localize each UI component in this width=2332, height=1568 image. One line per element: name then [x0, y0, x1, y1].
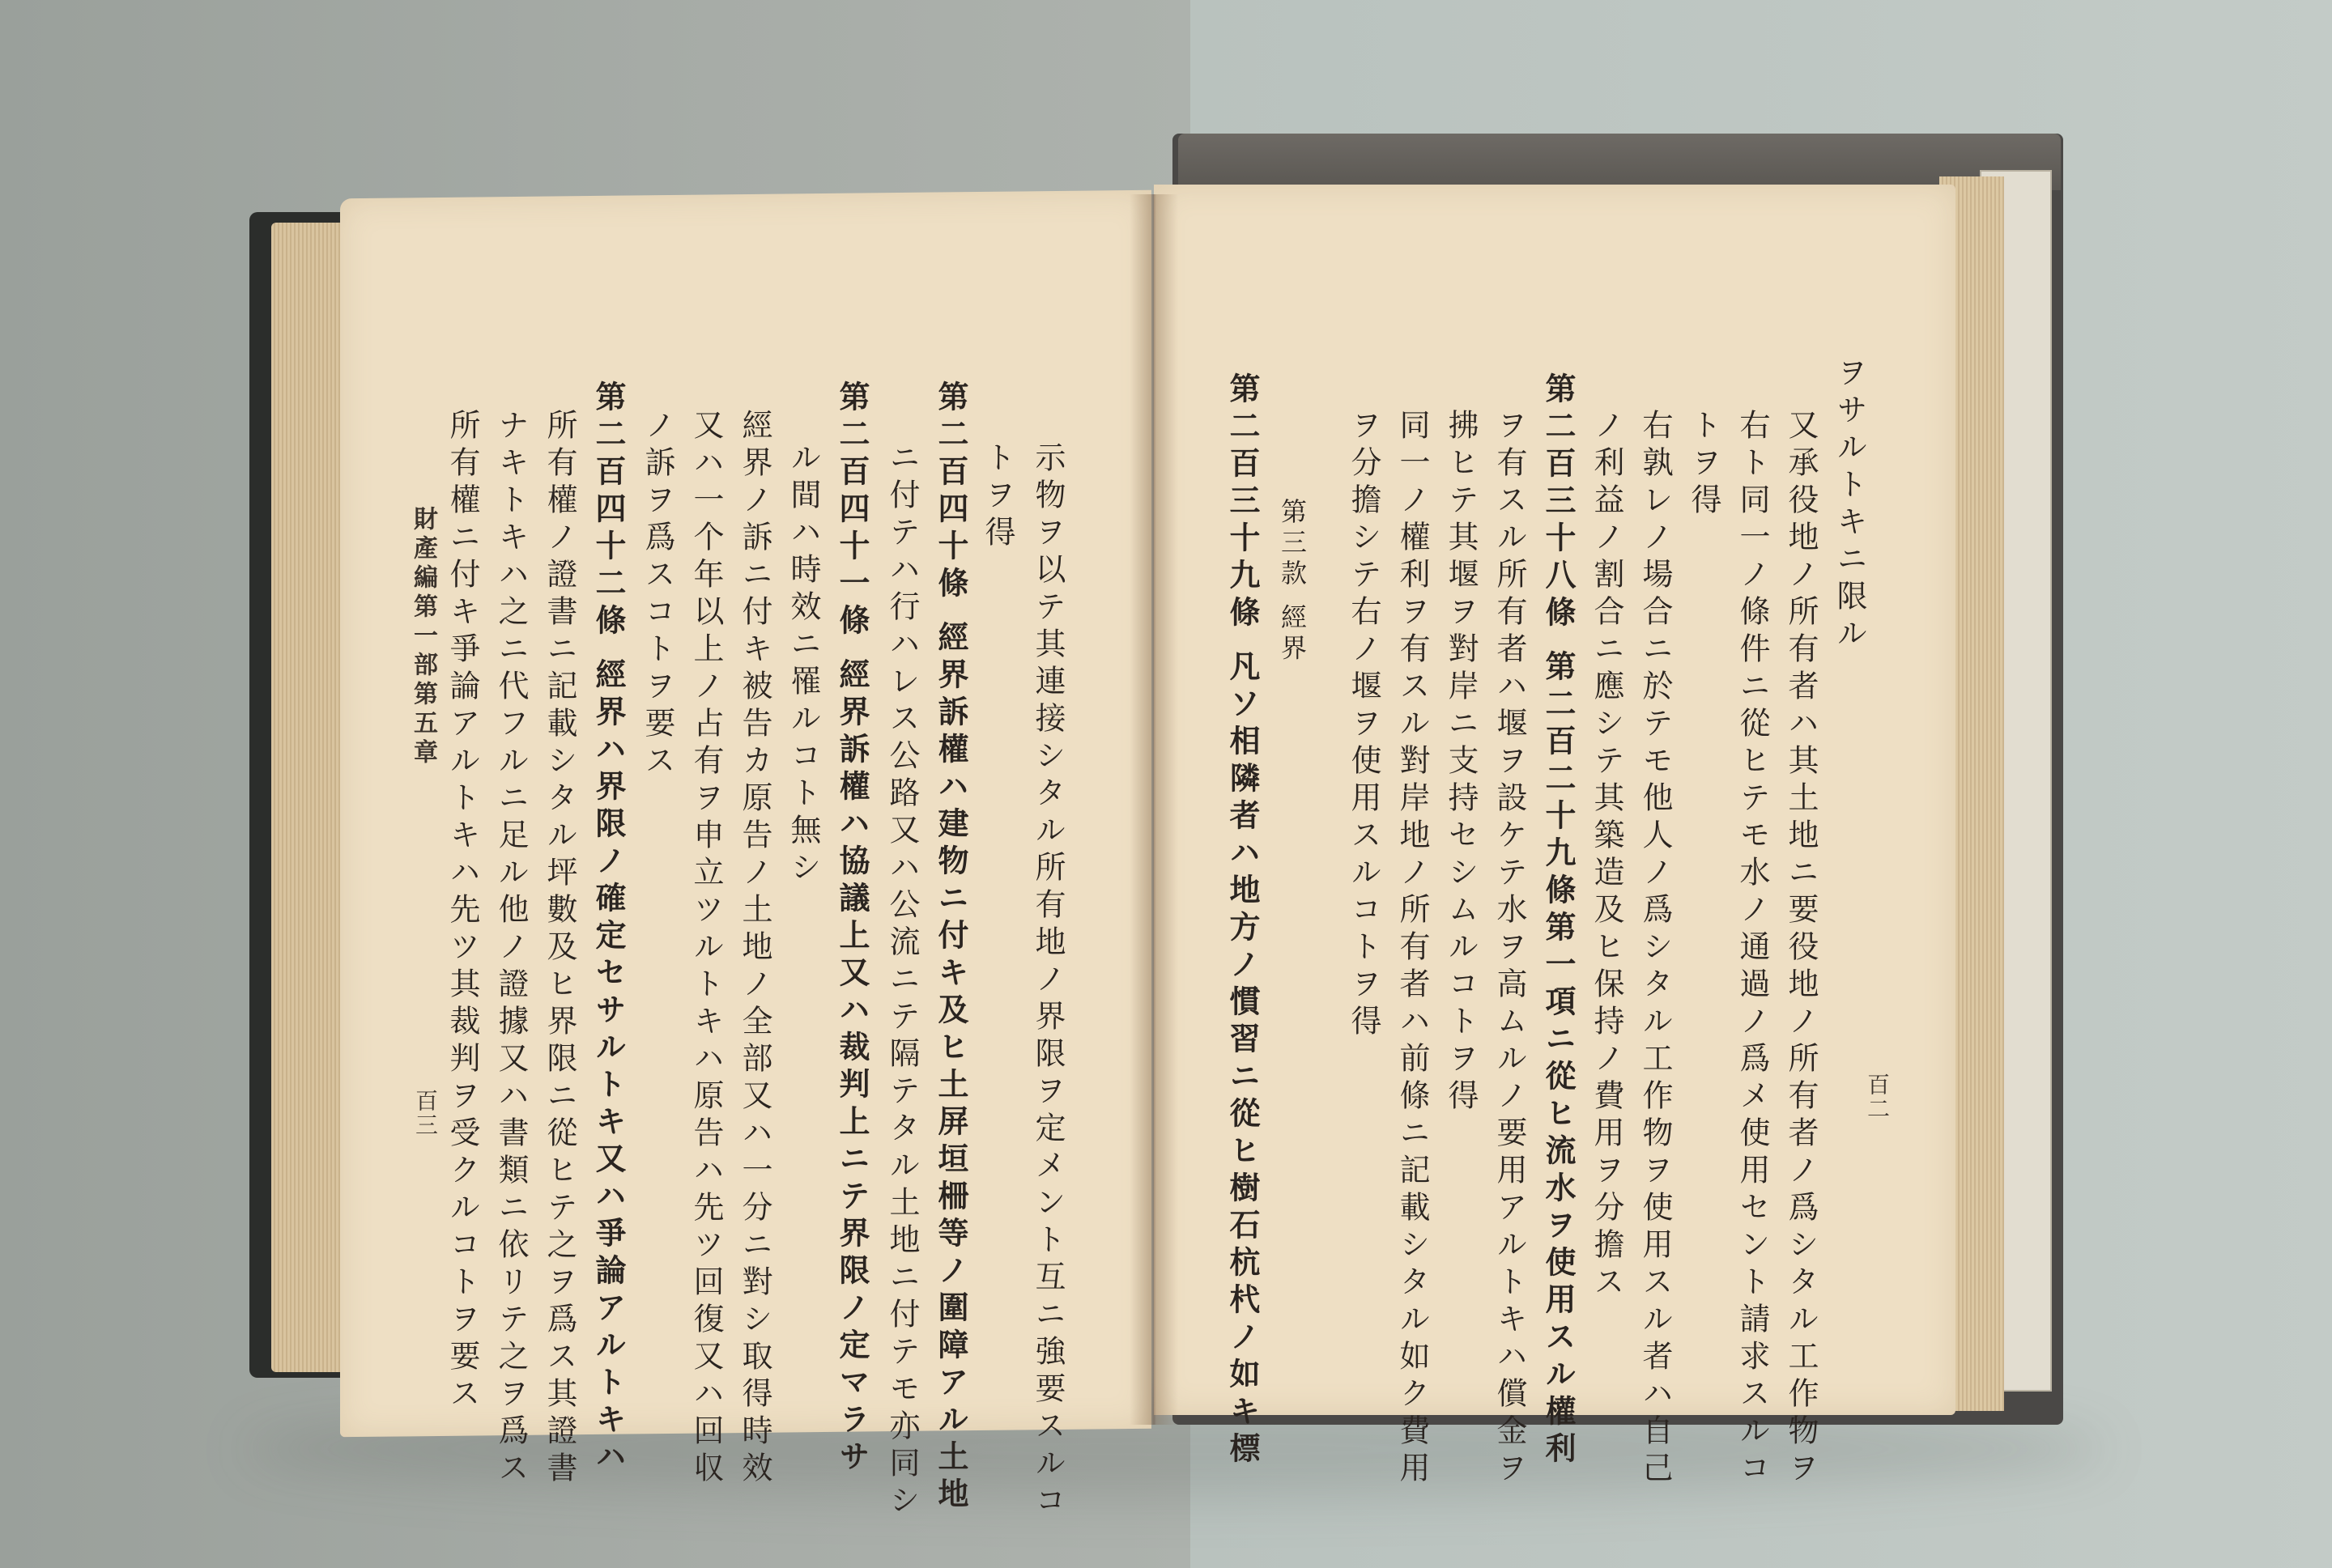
right-line-5: 右孰レノ場合ニ於テモ他人ノ爲シタル工作物ヲ使用スル者ハ自己: [1637, 409, 1673, 1489]
left-line-8: 又ハ一个年以上ノ占有ヲ申立ツルトキハ原告ハ先ツ回復又ハ回収: [688, 409, 724, 1489]
right-line-2: 又承役地ノ所有者ハ其土地ニ要役地ノ所有者ノ爲シタル工作物ヲ: [1783, 409, 1819, 1489]
gutter-shadow: [1130, 194, 1178, 1425]
running-head: 財產編第一部第五章: [409, 506, 437, 768]
left-line-6: ル間ハ時效ニ罹ルコト無シ: [785, 441, 821, 888]
left-line-4: ニ付テハ行ハレス公路又ハ公流ニテ隔テタル土地ニ付テモ亦同シ: [884, 441, 920, 1521]
left-line-5: 第二百四十一條 經界訴權ハ協議上又ハ裁判上ニテ界限ノ定マラサ: [834, 380, 870, 1478]
right-line-12: 第三款 經界: [1277, 498, 1308, 665]
left-line-11: 所有權ノ證書ニ記載シタル坪數及ヒ界限ニ從ヒテ之ヲ爲ス其證書: [542, 409, 577, 1489]
right-line-3: 右ト同一ノ條件ニ從ヒテモ水ノ通過ノ爲メ使用セント請求スルコ: [1734, 409, 1770, 1489]
right-line-9: 拂ヒテ其堰ヲ對岸ニ支持セシムルコトヲ得: [1443, 409, 1479, 1116]
right-line-6: ノ利益ノ割合ニ應シテ其築造及ヒ保持ノ費用ヲ分擔ス: [1589, 409, 1624, 1302]
left-line-10: 第二百四十二條 經界ハ界限ノ確定セサルトキ又ハ爭論アルトキハ: [590, 380, 627, 1478]
left-line-1: 示物ヲ以テ其連接シタル所有地ノ界限ヲ定メント互ニ強要スルコ: [1030, 441, 1066, 1521]
right-line-8: ヲ有スル所有者ハ堰ヲ設ケテ水ヲ高ムルノ要用アルトキハ償金ヲ: [1492, 409, 1527, 1489]
folio-right: 百二: [1864, 1073, 1891, 1121]
right-line-7: 第二百三十八條 第二百二十九條第一項ニ從ヒ流水ヲ使用スル權利: [1540, 372, 1577, 1470]
folio-left: 百三: [412, 1089, 439, 1137]
left-line-13: 所有權ニ付キ爭論アルトキハ先ツ其裁判ヲ受クルコトヲ要ス: [445, 409, 480, 1414]
right-line-4: トヲ得: [1686, 409, 1721, 521]
left-line-2: トヲ得: [980, 441, 1015, 553]
left-line-3: 第二百四十條 經界訴權ハ建物ニ付キ及ヒ土屏垣柵等ノ圍障アル土地: [933, 380, 969, 1515]
book-cover-cloth: [1178, 134, 2061, 190]
right-line-13: 第二百三十九條 凡ソ相隣者ハ地方ノ慣習ニ從ヒ樹石杭杙ノ如キ標: [1224, 372, 1261, 1470]
right-line-11: ヲ分擔シテ右ノ堰ヲ使用スルコトヲ得: [1346, 409, 1381, 1042]
left-line-7: 經界ノ訴ニ付キ被告カ原告ノ土地ノ全部又ハ一分ニ對シ取得時效: [737, 409, 772, 1489]
right-line-10: 同一ノ權利ヲ有スル對岸地ノ所有者ハ前條ニ記載シタル如ク費用: [1394, 409, 1430, 1489]
left-line-9: ノ訴ヲ爲スコトヲ要ス: [640, 409, 675, 781]
right-line-1: ヲサルトキニ限ル: [1832, 356, 1867, 654]
left-line-12: ナキトキハ之ニ代フルニ足ル他ノ證據又ハ書類ニ依リテ之ヲ爲ス: [493, 409, 529, 1489]
